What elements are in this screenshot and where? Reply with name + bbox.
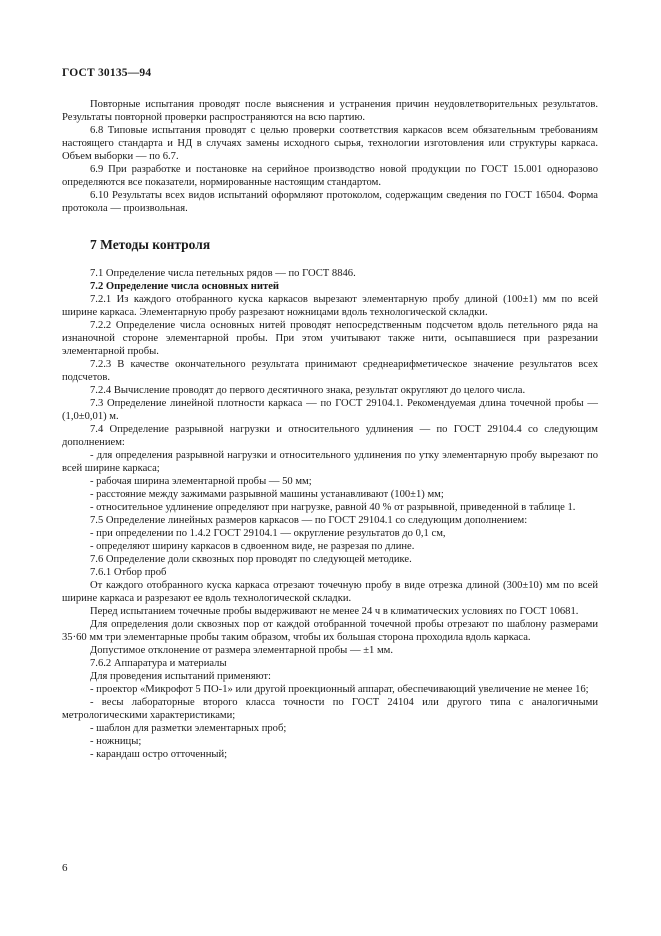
paragraph: - при определении по 1.4.2 ГОСТ 29104.1 — округление результатов до 0,1 см, [90, 528, 446, 539]
paragraph: Перед испытанием точечные пробы выдерживают не менее 24 ч в климатических условиях по ГОСТ 10681. [90, 606, 579, 617]
paragraph: 7.2.1 Из каждого отобранного куска каркасов вырезают элементарную пробу длиной (100±1) мм по всей ширине каркаса. Элементарную пробу разрезают ножницами вдоль технологической складки. [62, 294, 598, 318]
section-heading: 7 Методы контроля [90, 237, 211, 252]
paragraph: - карандаш остро отточенный; [90, 749, 228, 760]
paragraph: 6.9 При разработке и постановке на серийное производство новой продукции по ГОСТ 15.001 одноразово определяются все показатели, нормированные настоящим стандартом. [62, 164, 598, 188]
paragraph: Повторные испытания проводят после выяснения и устранения причин неудовлетворительных результатов. Результаты повторной проверки распространяются на всю партию. [62, 99, 598, 123]
paragraph: - расстояние между зажимами разрывной машины устанавливают (100±1) мм; [90, 489, 444, 500]
paragraph: - определяют ширину каркасов в сдвоенном виде, не разрезая по длине. [90, 541, 415, 552]
paragraph: 7.5 Определение линейных размеров каркасов — по ГОСТ 29104.1 со следующим дополнением: [90, 515, 528, 526]
paragraph: 7.6.2 Аппаратура и материалы [90, 658, 227, 669]
paragraph: Для проведения испытаний применяют: [90, 671, 271, 682]
paragraph: 7.1 Определение числа петельных рядов — по ГОСТ 8846. [90, 268, 356, 279]
page-number: 6 [62, 862, 68, 874]
paragraph: 6.8 Типовые испытания проводят с целью проверки соответствия каркасов всем обязательным требованиям настоящего стандарта и НД в случаях замены исходного сырья, технологии изготовления или структуры каркаса. Объем выборки — по 6.7. [62, 125, 598, 162]
paragraph: От каждого отобранного куска каркаса отрезают точечную пробу в виде отрезка длиной (300±10) мм по всей ширине каркаса и разрезают ее вдоль технологической складки. [62, 580, 598, 604]
paragraph: 7.2.2 Определение числа основных нитей проводят непосредственным подсчетом вдоль петельного ряда на изнаночной стороне элементарной пробы. При этом учитывают также нити, осыпавшиеся при разрезании элементарной пробы. [62, 320, 598, 357]
paragraph: 7.6.1 Отбор проб [90, 567, 167, 578]
subsection-heading: 7.2 Определение числа основных нитей [90, 281, 280, 292]
paragraph: 7.2.3 В качестве окончательного результата принимают среднеарифметическое значение результатов всех подсчетов. [62, 359, 598, 383]
paragraph: Для определения доли сквозных пор от каждой отобранной точечной пробы отрезают по шаблону размерами 35·60 мм три элементарные пробы таким образом, чтобы их большая сторона проходила вдоль каркаса. [62, 619, 598, 643]
paragraph: 7.6 Определение доли сквозных пор проводят по следующей методике. [90, 554, 412, 565]
paragraph: Допустимое отклонение от размера элементарной пробы — ±1 мм. [90, 645, 394, 656]
paragraph: 7.2.4 Вычисление проводят до первого десятичного знака, результат округляют до целого числа. [90, 385, 526, 396]
paragraph: 6.10 Результаты всех видов испытаний оформляют протоколом, содержащим сведения по ГОСТ 16504. Форма протокола — произвольная. [62, 190, 598, 214]
paragraph: - проектор «Микрофот 5 ПО-1» или другой проекционный аппарат, обеспечивающий увеличение не менее 16; [90, 684, 589, 695]
paragraph: - ножницы; [90, 736, 142, 747]
paragraph: - относительное удлинение определяют при нагрузке, равной 40 % от разрывной, приведенной в таблице 1. [90, 502, 576, 513]
standard-header: ГОСТ 30135—94 [62, 67, 152, 79]
paragraph: - рабочая ширина элементарной пробы — 50 мм; [90, 476, 312, 487]
document-body [62, 98, 598, 761]
paragraph: 7.4 Определение разрывной нагрузки и относительного удлинения — по ГОСТ 29104.4 со следующим дополнением: [62, 424, 598, 448]
paragraph: 7.3 Определение линейной плотности каркаса — по ГОСТ 29104.1. Рекомендуемая длина точечной пробы — (1,0±0,01) м. [62, 398, 598, 422]
paragraph: - весы лабораторные второго класса точности по ГОСТ 24104 или другого типа с аналогичными метрологическими характеристиками; [62, 697, 598, 721]
paragraph: - для определения разрывной нагрузки и относительного удлинения по утку элементарную пробу вырезают по всей ширине каркаса; [62, 450, 598, 474]
paragraph: - шаблон для разметки элементарных проб; [90, 723, 287, 734]
